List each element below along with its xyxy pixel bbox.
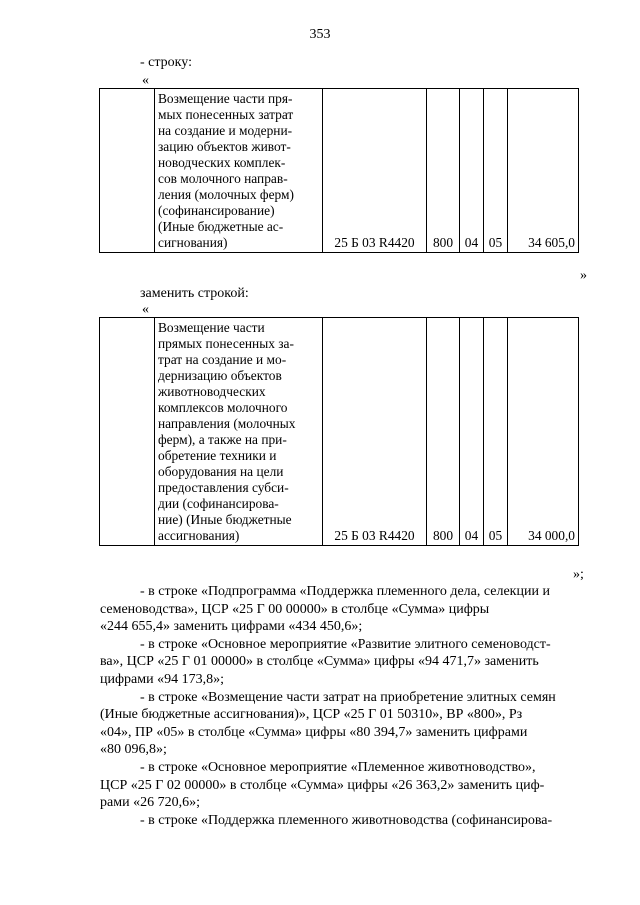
row-name-line: Возмещение части пря- xyxy=(158,91,293,106)
row-name-line: комплексов молочного xyxy=(158,400,288,415)
row-name-cell xyxy=(155,89,323,253)
row-name-line: новодческих комплек- xyxy=(158,155,286,170)
row-name-line: на создание и модерни- xyxy=(158,123,293,138)
table-row xyxy=(100,89,579,253)
row-name-line: сигнования) xyxy=(158,235,228,250)
row-name-line: сов молочного направ- xyxy=(158,171,288,186)
paragraph-line: - в строке «Возмещение части затрат на приобретение элитных семян xyxy=(140,689,556,705)
vr-cell: 800 xyxy=(427,89,460,253)
row-name-line: предоставления субси- xyxy=(158,480,289,495)
paragraph-line: ва», ЦСР «25 Г 01 00000» в столбце «Сумма» цифры «94 471,7» заменить xyxy=(100,654,539,670)
paragraph-line: «80 096,8»; xyxy=(100,742,167,758)
paragraph-line: - в строке «Подпрограмма «Поддержка племенного дела, селекции и xyxy=(140,584,550,599)
row-name-line: зацию объектов живот- xyxy=(158,139,291,154)
row-name-line: мых понесенных затрат xyxy=(158,107,294,122)
row-name-line: Возмещение части xyxy=(158,320,265,335)
new-row-table xyxy=(99,317,579,546)
row-name-line: ассигнования) xyxy=(158,528,240,543)
old-row-table xyxy=(99,88,579,253)
row-name-line: ления (молочных ферм) xyxy=(158,187,294,202)
row-name-line: (софинансирование) xyxy=(158,203,275,218)
paragraph-line: «04», ПР «05» в столбце «Сумма» цифры «80 394,7» заменить цифрами xyxy=(100,724,528,740)
amendments-text xyxy=(100,583,588,829)
pr-cell: 05 xyxy=(484,89,508,253)
vr-cell: 800 xyxy=(427,318,460,546)
pr-cell: 05 xyxy=(484,318,508,546)
open-quote-2: « xyxy=(142,302,149,317)
paragraph-line: - в строке «Основное мероприятие «Племенное животноводство», xyxy=(140,759,536,775)
rz-cell: 04 xyxy=(460,318,484,546)
intro-line: - строку: xyxy=(140,55,192,70)
page-number: 353 xyxy=(309,27,331,42)
close-quote-1: » xyxy=(580,268,587,283)
rz-cell: 04 xyxy=(460,89,484,253)
paragraph-line: - в строке «Основное мероприятие «Развитие элитного семеноводст- xyxy=(140,636,551,652)
open-quote-1: « xyxy=(142,73,149,88)
row-name-line: оборудования на цели xyxy=(158,464,284,479)
paragraph-line: (Иные бюджетные ассигнования)», ЦСР «25 Г 01 50310», ВР «800», Рз xyxy=(100,707,523,723)
empty-cell xyxy=(100,89,155,253)
sum-cell: 34 000,0 xyxy=(508,318,579,546)
row-name-line: ферм), а также на при- xyxy=(158,432,287,447)
row-name-line: (Иные бюджетные ас- xyxy=(158,219,284,234)
row-name-line: трат на создание и мо- xyxy=(158,352,287,367)
row-name-line: животноводческих xyxy=(158,384,266,399)
row-name-line: дернизацию объектов xyxy=(158,368,282,383)
row-name-line: дии (софинансирова- xyxy=(158,496,279,511)
row-name-line: прямых понесенных за- xyxy=(158,336,294,351)
row-name-cell xyxy=(155,318,323,546)
empty-cell xyxy=(100,318,155,546)
paragraph-line: цифрами «94 173,8»; xyxy=(100,671,225,687)
csr-cell: 25 Б 03 R4420 xyxy=(323,318,427,546)
paragraph-line: - в строке «Поддержка племенного животноводства (софинансирова- xyxy=(140,812,553,828)
row-name-line: обретение техники и xyxy=(158,448,277,463)
replace-line: заменить строкой: xyxy=(140,286,249,301)
paragraph-line: семеноводства», ЦСР «25 Г 00 00000» в столбце «Сумма» цифры xyxy=(100,601,490,617)
paragraph-line: рами «26 720,6»; xyxy=(100,795,200,811)
paragraph-line: «244 655,4» заменить цифрами «434 450,6»; xyxy=(100,619,363,635)
csr-cell: 25 Б 03 R4420 xyxy=(323,89,427,253)
table-row xyxy=(100,318,579,546)
paragraph-line: ЦСР «25 Г 02 00000» в столбце «Сумма» цифры «26 363,2» заменить циф- xyxy=(100,777,545,793)
row-name-line: направления (молочных xyxy=(158,416,296,431)
sum-cell: 34 605,0 xyxy=(508,89,579,253)
close-quote-2: »; xyxy=(573,567,584,582)
row-name-line: ние) (Иные бюджетные xyxy=(158,512,292,527)
